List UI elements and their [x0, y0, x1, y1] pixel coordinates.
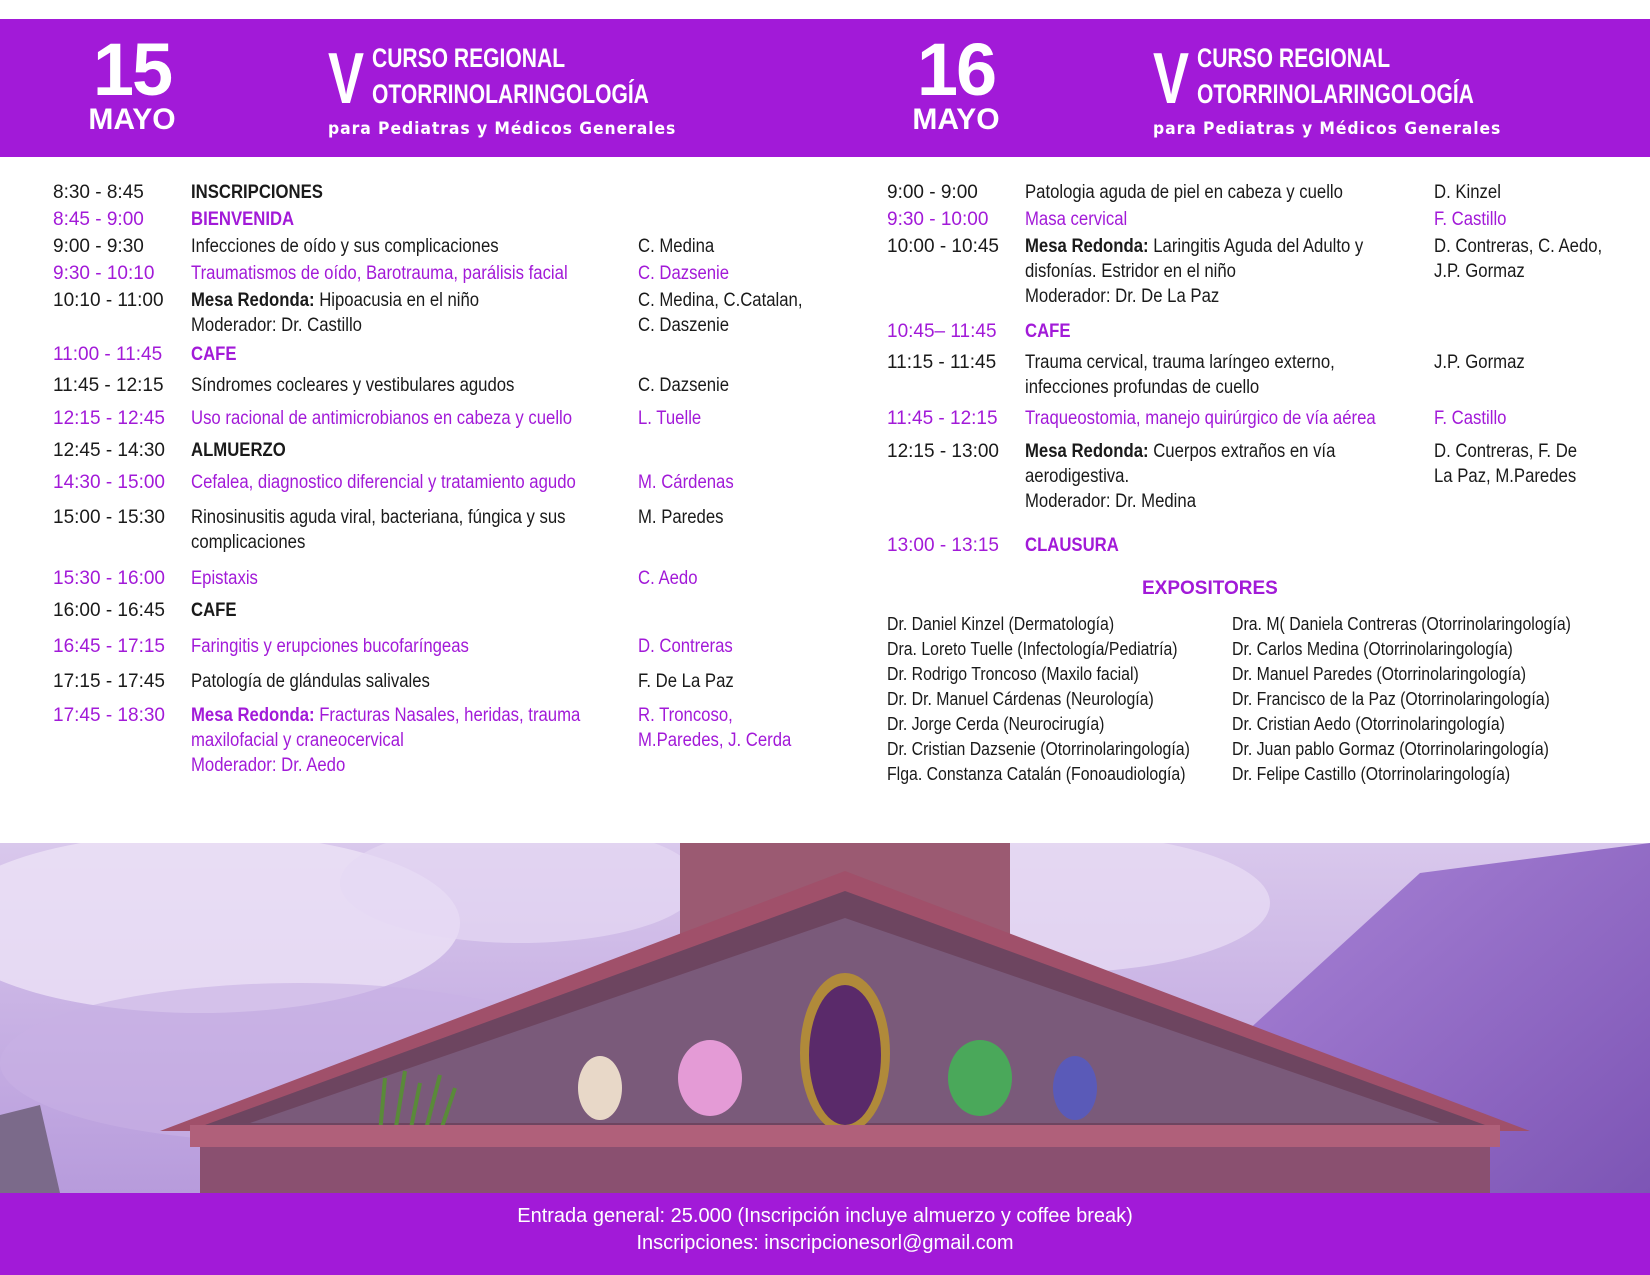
session-title-line: INSCRIPCIONES	[191, 182, 323, 203]
course-subtitle: para Pediatras y Médicos Generales	[328, 119, 677, 139]
speaker-line: La Paz, M.Paredes	[1434, 466, 1577, 487]
session-title	[191, 438, 286, 463]
session-time: 11:45 - 12:15	[53, 375, 164, 396]
session-title	[191, 634, 469, 659]
day-number: 16	[916, 28, 996, 111]
expositores-title: EXPOSITORES	[1142, 578, 1278, 599]
expositor-item: Dr. Rodrigo Troncoso (Maxilo facial)	[887, 664, 1139, 684]
session-title-line: Patologia aguda de piel en cabeza y cuello	[1025, 182, 1343, 203]
session-time: 12:15 - 13:00	[887, 441, 999, 462]
session-title-line: Síndromes cocleares y vestibulares agudos	[191, 375, 515, 396]
expositor-item: Dr. Carlos Medina (Otorrinolaringología)	[1232, 639, 1513, 659]
session-title	[191, 598, 237, 623]
session-title-line: Moderador: Dr. Medina	[1025, 491, 1197, 512]
expositor-item: Flga. Constanza Catalán (Fonoaudiología)	[887, 764, 1186, 784]
day-badge-left	[62, 19, 202, 135]
session-title-line: Infecciones de oído y sus complicaciones	[191, 236, 499, 257]
session-time: 11:15 - 11:45	[887, 352, 997, 373]
speaker-line: R. Troncoso,	[638, 705, 733, 726]
expositor-item: Dra. M( Daniela Contreras (Otorrinolaringología)	[1232, 614, 1571, 634]
session-title	[1025, 533, 1119, 558]
session-lead: Mesa Redonda:	[1025, 236, 1149, 257]
session-speaker	[1434, 234, 1602, 284]
session-time: 8:45 - 9:00	[53, 209, 144, 230]
session-time: 17:15 - 17:45	[53, 671, 165, 692]
session-title-line: Moderador: Dr. Castillo	[191, 315, 362, 336]
expositor-item: Dr. Manuel Paredes (Otorrinolaringología)	[1232, 664, 1527, 684]
session-speaker	[638, 634, 733, 659]
speaker-line: C. Daszenie	[638, 315, 730, 336]
session-time: 15:30 - 16:00	[53, 568, 165, 589]
day-month: MAYO	[88, 103, 176, 136]
speaker-line: C. Medina, C.Catalan,	[638, 290, 803, 311]
speaker-line: C. Dazsenie	[638, 375, 730, 396]
session-title	[1025, 207, 1127, 232]
speaker-line: L. Tuelle	[638, 408, 702, 429]
session-speaker	[638, 373, 729, 398]
session-time: 10:10 - 11:00	[53, 290, 164, 311]
expositor-item: Dr. Juan pablo Gormaz (Otorrinolaringología)	[1232, 739, 1549, 759]
session-speaker	[638, 566, 697, 591]
session-title	[1025, 439, 1335, 514]
course-line2: OTORRINOLARINGOLOGÍA	[1197, 79, 1474, 109]
session-time: 11:00 - 11:45	[53, 344, 163, 365]
session-title	[191, 342, 237, 367]
expositor-item: Dr. Francisco de la Paz (Otorrinolaringología)	[1232, 689, 1550, 709]
footer-registration-email: Inscripciones: inscripcionesorl@gmail.com	[636, 1232, 1014, 1254]
session-title-line: Hipoacusia en el niño	[314, 290, 480, 311]
session-speaker	[638, 505, 723, 530]
session-title	[191, 505, 566, 555]
expositor-item: Dr. Dr. Manuel Cárdenas (Neurología)	[887, 689, 1154, 709]
session-title	[191, 288, 479, 338]
session-speaker	[1434, 207, 1506, 232]
session-lead: Mesa Redonda:	[1025, 441, 1149, 462]
session-title-line: disfonías. Estridor en el niño	[1025, 261, 1236, 282]
session-speaker	[638, 406, 701, 431]
session-title-line: Moderador: Dr. Aedo	[191, 755, 346, 776]
expositor-item: Dr. Felipe Castillo (Otorrinolaringología)	[1232, 764, 1511, 784]
speaker-line: D. Contreras, C. Aedo,	[1434, 236, 1603, 257]
speaker-line: C. Dazsenie	[638, 263, 730, 284]
session-speaker	[638, 288, 802, 338]
session-title-line: maxilofacial y craneocervical	[191, 730, 404, 751]
speaker-line: D. Contreras	[638, 636, 733, 657]
speaker-line: D. Contreras, F. De	[1434, 441, 1578, 462]
session-speaker	[638, 669, 734, 694]
session-title	[1025, 319, 1071, 344]
session-title-line: ALMUERZO	[191, 440, 286, 461]
session-speaker	[1434, 350, 1525, 375]
session-title	[191, 669, 430, 694]
session-title-line: aerodigestiva.	[1025, 466, 1130, 487]
session-title-line: CAFE	[191, 344, 237, 365]
session-title-line: BIENVENIDA	[191, 209, 295, 230]
session-title-line: Traqueostomia, manejo quirúrgico de vía aérea	[1025, 408, 1376, 429]
speaker-line: M. Paredes	[638, 507, 724, 528]
speaker-line: F. Castillo	[1434, 209, 1507, 230]
session-time: 16:45 - 17:15	[53, 636, 165, 657]
expositor-item: Dr. Cristian Dazsenie (Otorrinolaringología)	[887, 739, 1190, 759]
session-title	[1025, 234, 1363, 309]
session-time: 15:00 - 15:30	[53, 507, 165, 528]
session-title-line: Cuerpos extraños en vía	[1148, 441, 1336, 462]
session-time: 16:00 - 16:45	[53, 600, 165, 621]
session-time: 9:30 - 10:00	[887, 209, 989, 230]
expositor-item: Dr. Jorge Cerda (Neurocirugía)	[887, 714, 1105, 734]
day-badge-right	[886, 19, 1026, 135]
session-time: 10:45– 11:45	[887, 321, 997, 342]
session-title-line: complicaciones	[191, 532, 306, 553]
session-speaker	[638, 703, 791, 753]
speaker-line: M. Cárdenas	[638, 472, 734, 493]
session-speaker	[638, 261, 729, 286]
session-title-line: Cefalea, diagnostico diferencial y tratamiento agudo	[191, 472, 576, 493]
roman-numeral: V	[328, 39, 365, 119]
course-line1: CURSO REGIONAL	[372, 43, 566, 73]
speaker-line: J.P. Gormaz	[1434, 352, 1525, 373]
session-speaker	[638, 470, 734, 495]
session-time: 8:30 - 8:45	[53, 182, 144, 203]
session-time: 12:15 - 12:45	[53, 408, 165, 429]
church-pediment-photo	[0, 843, 1650, 1193]
pediment-illustration	[0, 843, 1650, 1193]
session-time: 9:00 - 9:30	[53, 236, 144, 257]
session-time: 9:00 - 9:00	[887, 182, 978, 203]
speaker-line: D. Kinzel	[1434, 182, 1501, 203]
session-speaker	[1434, 439, 1577, 489]
session-title-line: Epistaxis	[191, 568, 258, 589]
session-title-line: Masa cervical	[1025, 209, 1128, 230]
expositor-item: Dra. Loreto Tuelle (Infectología/Pediatría)	[887, 639, 1178, 659]
session-time: 11:45 - 12:15	[887, 408, 998, 429]
session-time: 12:45 - 14:30	[53, 440, 165, 461]
footer-banner	[0, 1193, 1650, 1275]
footer-entry-price: Entrada general: 25.000 (Inscripción incluye almuerzo y coffee break)	[517, 1205, 1133, 1227]
speaker-line: C. Medina	[638, 236, 715, 257]
session-title-line: Traumatismos de oído, Barotrauma, parálisis facial	[191, 263, 568, 284]
session-time: 9:30 - 10:10	[53, 263, 155, 284]
session-title	[191, 261, 568, 286]
session-title	[191, 180, 323, 205]
speaker-line: J.P. Gormaz	[1434, 261, 1525, 282]
session-title-line: CAFE	[1025, 321, 1071, 342]
session-title	[191, 703, 580, 778]
session-title	[1025, 350, 1335, 400]
course-line1: CURSO REGIONAL	[1197, 43, 1391, 73]
session-title	[191, 373, 514, 398]
session-speaker	[638, 234, 714, 259]
session-title	[191, 234, 499, 259]
speaker-line: F. Castillo	[1434, 408, 1507, 429]
day-month: MAYO	[912, 103, 1000, 136]
session-time: 14:30 - 15:00	[53, 472, 165, 493]
session-title-line: CLAUSURA	[1025, 535, 1119, 556]
session-title-line: CAFE	[191, 600, 237, 621]
session-time: 13:00 - 13:15	[887, 535, 999, 556]
roman-numeral: V	[1153, 39, 1190, 119]
session-time: 10:00 - 10:45	[887, 236, 999, 257]
session-lead: Mesa Redonda:	[191, 705, 315, 726]
session-title-line: Trauma cervical, trauma laríngeo externo,	[1025, 352, 1335, 373]
session-title-line: Faringitis y erupciones bucofaríngeas	[191, 636, 469, 657]
course-line2: OTORRINOLARINGOLOGÍA	[372, 79, 649, 109]
speaker-line: F. De La Paz	[638, 671, 734, 692]
session-speaker	[1434, 180, 1501, 205]
expositor-item: Dr. Cristian Aedo (Otorrinolaringología)	[1232, 714, 1505, 734]
speaker-line: C. Aedo	[638, 568, 698, 589]
day-number: 15	[92, 28, 172, 111]
session-title-line: Patología de glándulas salivales	[191, 671, 430, 692]
expositor-item: Dr. Daniel Kinzel (Dermatología)	[887, 614, 1115, 634]
session-title	[1025, 180, 1343, 205]
session-title	[191, 566, 258, 591]
expositores-left-list	[887, 612, 1190, 787]
session-title	[191, 470, 576, 495]
session-title	[191, 207, 294, 232]
session-lead: Mesa Redonda:	[191, 290, 315, 311]
session-title	[191, 406, 572, 431]
header-banner	[0, 19, 1650, 157]
course-subtitle: para Pediatras y Médicos Generales	[1153, 119, 1502, 139]
session-title-line: Laringitis Aguda del Adulto y	[1148, 236, 1364, 257]
session-title-line: infecciones profundas de cuello	[1025, 377, 1260, 398]
session-title-line: Moderador: Dr. De La Paz	[1025, 286, 1220, 307]
session-speaker	[1434, 406, 1506, 431]
expositores-right-list	[1232, 612, 1571, 787]
session-title-line: Uso racional de antimicrobianos en cabeza y cuello	[191, 408, 573, 429]
session-title-line: Rinosinusitis aguda viral, bacteriana, fúngica y sus	[191, 507, 566, 528]
speaker-line: M.Paredes, J. Cerda	[638, 730, 792, 751]
session-title-line: Fracturas Nasales, heridas, trauma	[314, 705, 581, 726]
session-title	[1025, 406, 1376, 431]
session-time: 17:45 - 18:30	[53, 705, 165, 726]
